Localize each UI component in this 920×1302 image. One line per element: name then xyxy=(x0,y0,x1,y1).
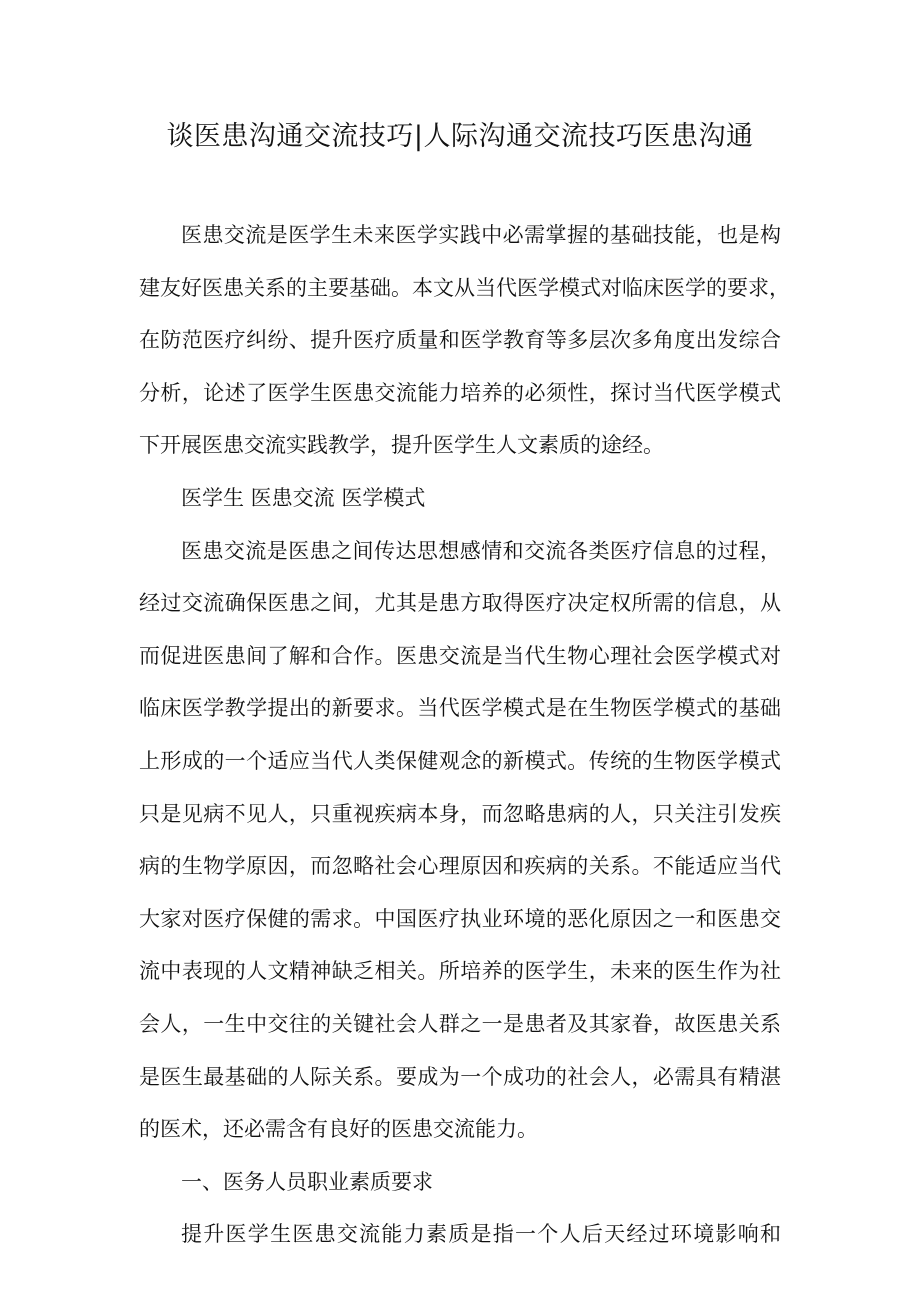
text-line: 而促进医患间了解和合作。医患交流是当代生物心理社会医学模式对 xyxy=(139,643,781,668)
text-line: 病的生物学原因，而忽略社会心理原因和疾病的关系。不能适应当代 xyxy=(139,854,781,879)
text-line: 流中表现的人文精神缺乏相关。所培养的医学生，未来的医生作为社 xyxy=(139,959,781,984)
text-line: 是医生最基础的人际关系。要成为一个成功的社会人，必需具有精湛 xyxy=(139,1064,781,1089)
text-line: 经过交流确保医患之间，尤其是患方取得医疗决定权所需的信息，从 xyxy=(139,591,781,616)
document-title: 谈医患沟通交流技巧|人际沟通交流技巧医患沟通 xyxy=(166,121,754,152)
text-line: 医患交流是医学生未来医学实践中必需掌握的基础技能，也是构 xyxy=(181,223,781,247)
text-line: 医患交流是医患之间传达思想感情和交流各类医疗信息的过程， xyxy=(181,538,781,563)
text-line: 建友好医患关系的主要基础。本文从当代医学模式对临床医学的要求， xyxy=(139,275,790,300)
text-line: 下开展医患交流实践教学，提升医学生人文素质的途经。 xyxy=(139,433,664,458)
text-line: 临床医学教学提出的新要求。当代医学模式是在生物医学模式的基础 xyxy=(139,696,781,721)
text-line: 提升医学生医患交流能力素质是指一个人后天经过环境影响和 xyxy=(181,1222,781,1247)
keywords-line: 医学生 医患交流 医学模式 xyxy=(181,485,426,510)
text-line: 会人，一生中交往的关键社会人群之一是患者及其家眷，故医患关系 xyxy=(139,1011,781,1036)
document-body xyxy=(139,214,790,1266)
text-line: 在防范医疗纠纷、提升医疗质量和医学教育等多层次多角度出发综合 xyxy=(139,328,781,353)
text-line: 的医术，还必需含有良好的医患交流能力。 xyxy=(139,1117,538,1142)
text-line: 大家对医疗保健的需求。中国医疗执业环境的恶化原因之一和医患交 xyxy=(139,906,781,931)
text-line: 上形成的一个适应当代人类保健观念的新模式。传统的生物医学模式 xyxy=(139,748,781,773)
text-line: 只是见病不见人，只重视疾病本身，而忽略患病的人，只关注引发疾 xyxy=(139,801,781,826)
text-line: 分析，论述了医学生医患交流能力培养的必须性，探讨当代医学模式 xyxy=(139,380,781,405)
section-heading: 一、医务人员职业素质要求 xyxy=(181,1169,433,1194)
